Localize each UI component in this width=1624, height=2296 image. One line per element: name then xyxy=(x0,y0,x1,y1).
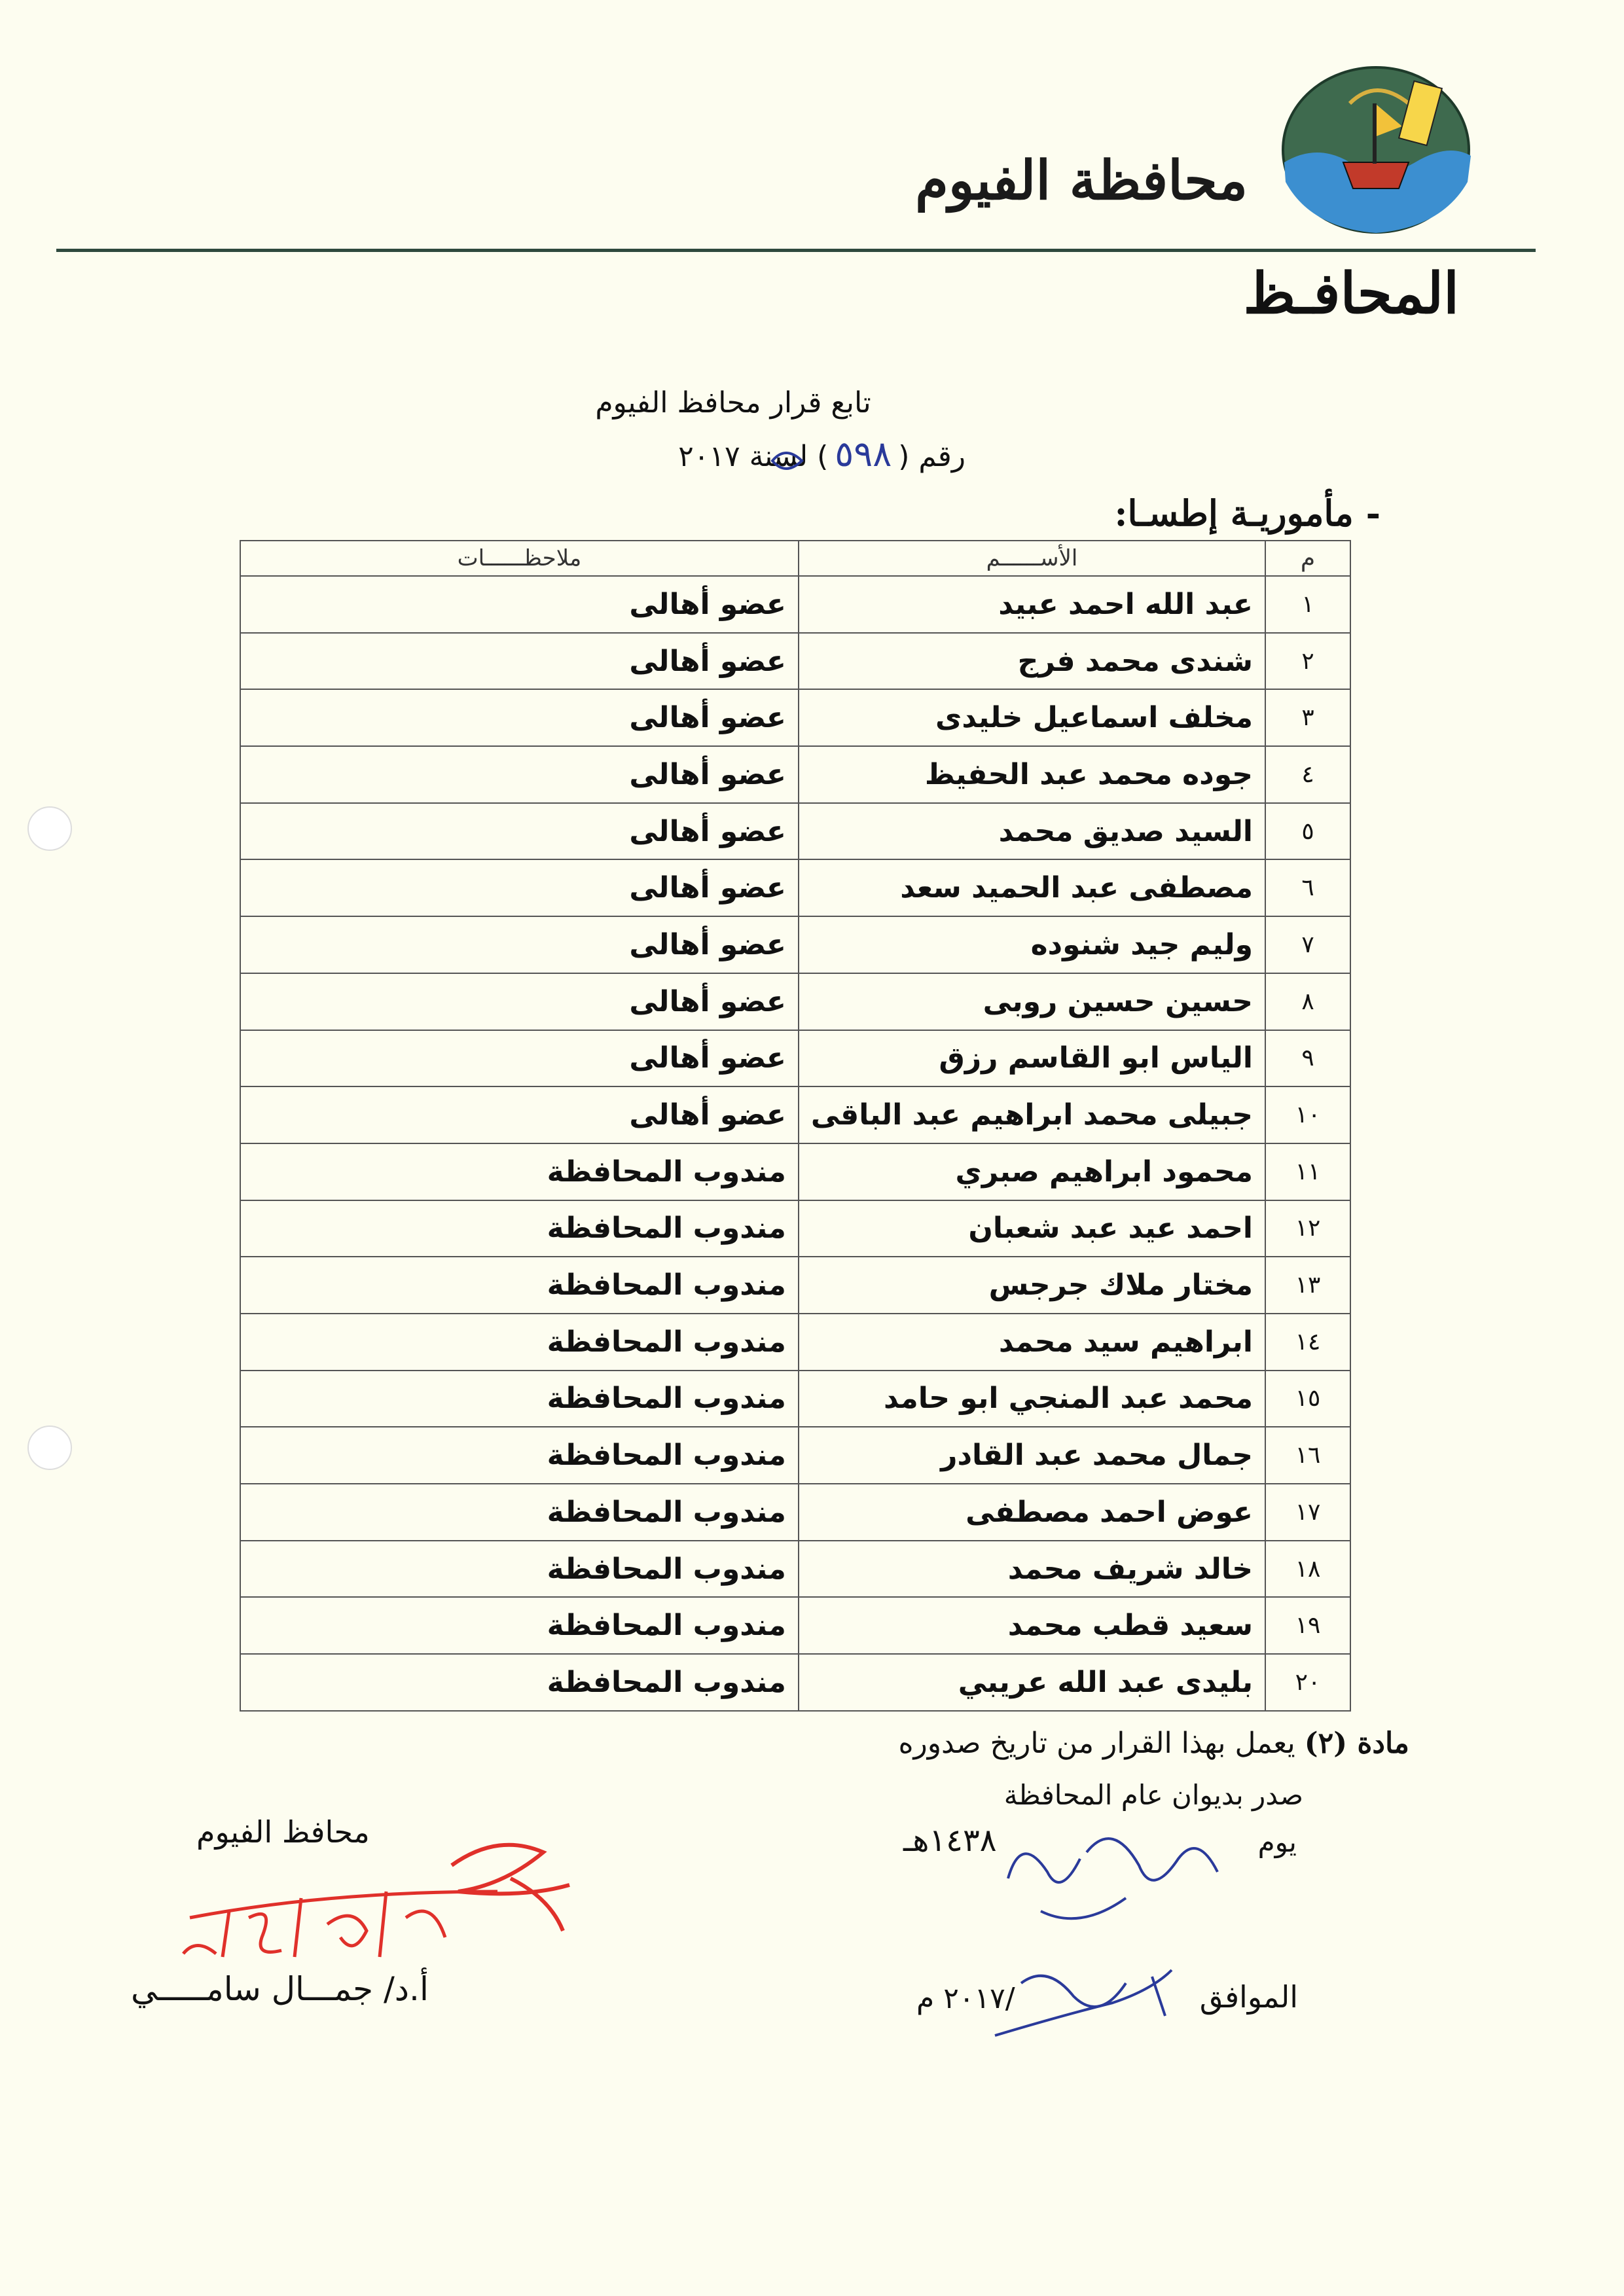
row-index: ١٨ xyxy=(1265,1541,1350,1598)
row-note: عضو أهالى xyxy=(240,916,799,973)
article-text: يعمل بهذا القرار من تاريخ صدوره xyxy=(898,1727,1295,1760)
table-row xyxy=(240,1086,1350,1143)
issued-at: صدر بديوان عام المحافظة xyxy=(1003,1779,1303,1811)
table-row xyxy=(240,973,1350,1030)
table-row xyxy=(240,1484,1350,1541)
row-name: محمود ابراهيم صبري xyxy=(799,1143,1265,1200)
row-name: سعيد قطب محمد xyxy=(799,1597,1265,1654)
row-index: ٣ xyxy=(1265,689,1350,746)
row-index: ٢ xyxy=(1265,633,1350,690)
row-index: ١٥ xyxy=(1265,1371,1350,1427)
governorate-title: محافظة الفيوم xyxy=(915,149,1248,212)
gregorian-date-handwriting xyxy=(995,1970,1172,2036)
header-notes: ملاحظــــــات xyxy=(240,541,799,576)
row-name: السيد صديق محمد xyxy=(799,803,1265,860)
table-row xyxy=(240,859,1350,916)
row-name: خالد شريف محمد xyxy=(799,1541,1265,1598)
table-row xyxy=(240,1030,1350,1087)
decision-number-line xyxy=(678,433,965,475)
table-row xyxy=(240,746,1350,803)
table-row xyxy=(240,576,1350,633)
row-index: ١٤ xyxy=(1265,1314,1350,1371)
table-row xyxy=(240,689,1350,746)
row-name: بليدى عبد الله عريبي xyxy=(799,1654,1265,1711)
row-index: ٧ xyxy=(1265,916,1350,973)
office-title: المحافـظ xyxy=(1243,260,1459,327)
row-name: مخلف اسماعيل خليدى xyxy=(799,689,1265,746)
row-index: ١١ xyxy=(1265,1143,1350,1200)
row-name: ابراهيم سيد محمد xyxy=(799,1314,1265,1371)
header-divider xyxy=(56,249,1536,252)
hijri-date-handwriting xyxy=(1008,1839,1218,1918)
mission-title: - مأموريـة إطسـا: xyxy=(1114,492,1380,534)
row-name: محمد عبد المنجي ابو حامد xyxy=(799,1371,1265,1427)
row-note: مندوب المحافظة xyxy=(240,1597,799,1654)
header-name: الأســــــم xyxy=(799,541,1265,576)
row-index: ١٣ xyxy=(1265,1257,1350,1314)
row-index: ١٢ xyxy=(1265,1200,1350,1257)
table-row xyxy=(240,1427,1350,1484)
punch-hole-top xyxy=(27,806,72,851)
row-note: عضو أهالى xyxy=(240,1030,799,1087)
row-name: عوض احمد مصطفى xyxy=(799,1484,1265,1541)
gregorian-year: /٢٠١٧ م xyxy=(916,1982,1015,2015)
corresponding-label: الموافق xyxy=(1199,1979,1298,2015)
row-note: مندوب المحافظة xyxy=(240,1541,799,1598)
row-index: ٨ xyxy=(1265,973,1350,1030)
row-note: مندوب المحافظة xyxy=(240,1427,799,1484)
governor-name: أ.د/ جمـــال سامـــــي xyxy=(131,1970,429,2008)
row-index: ٥ xyxy=(1265,803,1350,860)
governor-signature xyxy=(452,1845,569,1931)
table-row xyxy=(240,916,1350,973)
day-label: يوم xyxy=(1257,1826,1297,1858)
header-index: م xyxy=(1265,541,1350,576)
row-name: جمال محمد عبد القادر xyxy=(799,1427,1265,1484)
row-name: عبد الله احمد عبيد xyxy=(799,576,1265,633)
row-note: مندوب المحافظة xyxy=(240,1200,799,1257)
decision-reference: تابع قرار محافظ الفيوم xyxy=(595,386,871,420)
row-note: مندوب المحافظة xyxy=(240,1484,799,1541)
row-index: ١ xyxy=(1265,576,1350,633)
row-name: جبيلى محمد ابراهيم عبد الباقى xyxy=(799,1086,1265,1143)
row-note: مندوب المحافظة xyxy=(240,1143,799,1200)
members-table xyxy=(240,540,1351,1712)
row-name: الياس ابو القاسم رزق xyxy=(799,1030,1265,1087)
row-note: مندوب المحافظة xyxy=(240,1314,799,1371)
table-row xyxy=(240,1541,1350,1598)
article-label: مادة (٢) xyxy=(1304,1727,1409,1760)
row-note: مندوب المحافظة xyxy=(240,1257,799,1314)
row-index: ٩ xyxy=(1265,1030,1350,1087)
decision-year: ) لسنة ٢٠١٧ xyxy=(678,440,829,473)
table-row xyxy=(240,803,1350,860)
row-note: مندوب المحافظة xyxy=(240,1654,799,1711)
punch-hole-bottom xyxy=(27,1426,72,1470)
row-note: عضو أهالى xyxy=(240,746,799,803)
row-index: ١٦ xyxy=(1265,1427,1350,1484)
row-name: مختار ملاك جرجس xyxy=(799,1257,1265,1314)
row-note: عضو أهالى xyxy=(240,803,799,860)
row-index: ١٠ xyxy=(1265,1086,1350,1143)
row-index: ٢٠ xyxy=(1265,1654,1350,1711)
row-note: عضو أهالى xyxy=(240,576,799,633)
table-row xyxy=(240,1143,1350,1200)
fayoum-governorate-logo xyxy=(1278,64,1474,236)
row-name: حسين حسين روبى xyxy=(799,973,1265,1030)
row-note: عضو أهالى xyxy=(240,633,799,690)
row-index: ٤ xyxy=(1265,746,1350,803)
row-index: ٦ xyxy=(1265,859,1350,916)
governor-title: محافظ الفيوم xyxy=(196,1814,370,1850)
table-row xyxy=(240,1314,1350,1371)
table-row xyxy=(240,1257,1350,1314)
decision-number-prefix: رقم ( xyxy=(898,440,965,473)
row-index: ١٩ xyxy=(1265,1597,1350,1654)
handwritten-signature-date xyxy=(183,1892,497,1957)
table-row xyxy=(240,1597,1350,1654)
row-note: عضو أهالى xyxy=(240,973,799,1030)
row-name: جوده محمد عبد الحفيظ xyxy=(799,746,1265,803)
article-2 xyxy=(898,1727,1409,1760)
row-name: شندى محمد فرج xyxy=(799,633,1265,690)
hijri-year: ١٤٣٨هـ xyxy=(903,1822,997,1859)
table-row xyxy=(240,1200,1350,1257)
row-index: ١٧ xyxy=(1265,1484,1350,1541)
row-note: عضو أهالى xyxy=(240,859,799,916)
decision-number: ٥٩٨ xyxy=(835,433,892,475)
row-name: مصطفى عبد الحميد سعد xyxy=(799,859,1265,916)
row-note: عضو أهالى xyxy=(240,689,799,746)
table-row xyxy=(240,1654,1350,1711)
table-row xyxy=(240,1371,1350,1427)
row-note: مندوب المحافظة xyxy=(240,1371,799,1427)
row-note: عضو أهالى xyxy=(240,1086,799,1143)
table-row xyxy=(240,633,1350,690)
row-name: وليم جيد شنوده xyxy=(799,916,1265,973)
row-name: احمد عيد عبد شعبان xyxy=(799,1200,1265,1257)
table-header-row xyxy=(240,541,1350,576)
